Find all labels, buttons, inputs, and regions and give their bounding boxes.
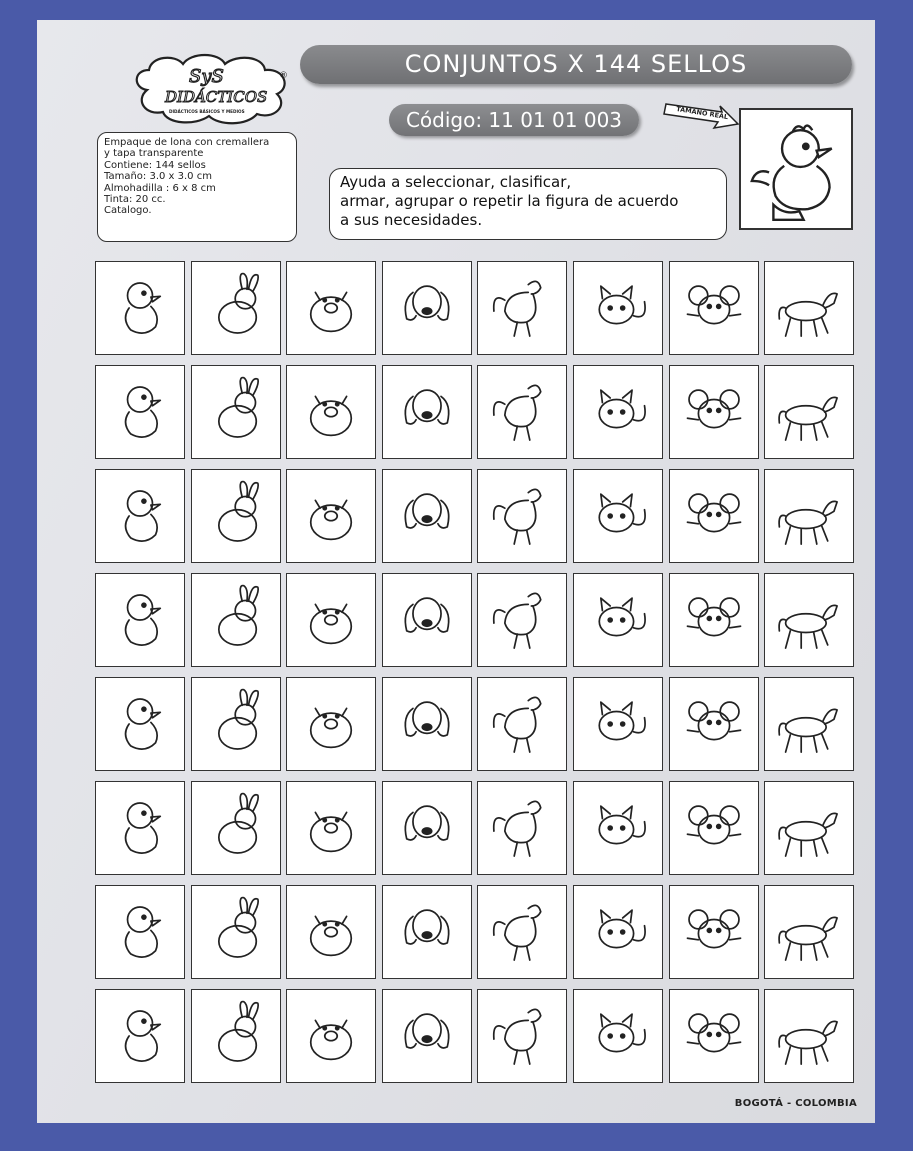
flamingo-icon (388, 683, 466, 765)
fish-icon (675, 579, 753, 661)
real-size-label: TAMAÑO REAL (675, 104, 729, 122)
product-code: Código: 11 01 01 003 (389, 104, 639, 136)
description-line: Ayuda a seleccionar, clasificar, (340, 173, 572, 191)
bird-icon (579, 683, 657, 765)
happy-boy-icon (101, 995, 179, 1077)
giraffe-stamp (477, 365, 567, 459)
squirrel-icon (388, 475, 466, 557)
pig-icon (292, 267, 370, 349)
chick-stamp (95, 261, 185, 355)
catalog-page (37, 20, 875, 1123)
turtle-stamp (286, 573, 376, 667)
logo-tagline: DIDÁCTICOS BÁSICOS Y MEDIOS (169, 109, 245, 114)
stamp-grid (95, 261, 861, 1083)
fox-icon (197, 371, 275, 453)
banana-icon (483, 787, 561, 869)
rabbit-icon (197, 267, 275, 349)
fox-stamp (191, 365, 281, 459)
karate-stamp (764, 989, 854, 1083)
ant-stamp (573, 573, 663, 667)
pineapple-stamp (382, 781, 472, 875)
dolphin-icon (101, 683, 179, 765)
corn-stamp (669, 885, 759, 979)
dolphin-stamp (95, 677, 185, 771)
hippo-icon (483, 475, 561, 557)
spec-line: y tapa transparente (104, 148, 204, 160)
octopus-icon (770, 579, 848, 661)
butterfly-icon (675, 475, 753, 557)
horse-stamp (764, 261, 854, 355)
horse-icon (770, 267, 848, 349)
spec-line: Contiene: 144 sellos (104, 159, 206, 171)
mouse-stamp (669, 261, 759, 355)
crab-icon (675, 683, 753, 765)
caterpillar-icon (197, 579, 275, 661)
ladybug-stamp (477, 573, 567, 667)
flamingo-stamp (382, 677, 472, 771)
sheep-icon (101, 371, 179, 453)
whale-icon (197, 683, 275, 765)
orange-icon (770, 787, 848, 869)
cow-stamp (669, 365, 759, 459)
dog-stamp (382, 261, 472, 355)
cherries-icon (197, 891, 275, 973)
tooth-stamp (477, 989, 567, 1083)
pear-icon (101, 891, 179, 973)
potato-stamp (382, 885, 472, 979)
elephant-icon (579, 371, 657, 453)
papaya-icon (483, 891, 561, 973)
fly-icon (388, 579, 466, 661)
real-size-sample (739, 108, 853, 230)
sys-didacticos-logo (129, 48, 299, 128)
pineapple-icon (388, 787, 466, 869)
bird-stamp (573, 677, 663, 771)
potato-icon (388, 891, 466, 973)
tiger-stamp (95, 469, 185, 563)
cow-icon (675, 371, 753, 453)
bee-icon (770, 475, 848, 557)
carrot-stamp (573, 885, 663, 979)
grapes-stamp (286, 781, 376, 875)
monkey-stamp (286, 365, 376, 459)
banana-stamp (477, 781, 567, 875)
ant-icon (579, 579, 657, 661)
penguin-icon (292, 683, 370, 765)
specs-box (97, 132, 297, 242)
bear-stamp (764, 365, 854, 459)
tortoise-stamp (95, 781, 185, 875)
clam-icon (197, 787, 275, 869)
apple-icon (292, 891, 370, 973)
tortoise-icon (101, 787, 179, 869)
tomato-icon (770, 891, 848, 973)
spec-line: Almohadilla : 6 x 8 cm (104, 182, 216, 194)
grapes-icon (292, 787, 370, 869)
strawberry-icon (675, 787, 753, 869)
clam-stamp (191, 781, 281, 875)
papaya-stamp (477, 885, 567, 979)
caterpillar-stamp (191, 573, 281, 667)
snail-icon (101, 579, 179, 661)
rooster-icon (483, 267, 561, 349)
hippo-stamp (477, 469, 567, 563)
carrot-icon (579, 891, 657, 973)
sun-icon (579, 995, 657, 1077)
logo-registered: ® (279, 71, 288, 81)
giraffe-icon (483, 371, 561, 453)
octopus-stamp (764, 573, 854, 667)
tomato-stamp (764, 885, 854, 979)
pig-stamp (286, 261, 376, 355)
description-line: armar, agrupar o repetir la figura de acuerdo (340, 192, 679, 210)
lion-stamp (191, 469, 281, 563)
fly-stamp (382, 573, 472, 667)
logo-sys: SyS (189, 66, 224, 87)
tooth-icon (483, 995, 561, 1077)
spec-line: Catalogo. (104, 205, 152, 217)
dog-icon (388, 267, 466, 349)
corn-icon (675, 891, 753, 973)
frog-stamp (764, 677, 854, 771)
spec-line: Tamaño: 3.0 x 3.0 cm (104, 171, 212, 183)
lion-icon (197, 475, 275, 557)
snake-stamp (286, 469, 376, 563)
cat-stamp (573, 261, 663, 355)
squirrel-stamp (382, 469, 472, 563)
logo-didacticos: DIDÁCTICOS (165, 88, 268, 106)
pear-stamp (95, 885, 185, 979)
boy-icon (197, 995, 275, 1077)
strawberry-stamp (669, 781, 759, 875)
turtle-icon (292, 579, 370, 661)
bee-stamp (764, 469, 854, 563)
sad-boy-icon (388, 995, 466, 1077)
bear-icon (770, 371, 848, 453)
watermelon-stamp (573, 781, 663, 875)
crab-stamp (669, 677, 759, 771)
moon-icon (675, 995, 753, 1077)
description-box (329, 168, 727, 240)
boy-stamp (191, 989, 281, 1083)
monkey-icon (292, 371, 370, 453)
description-line: a sus necesidades. (340, 211, 483, 229)
chipmunk-stamp (573, 469, 663, 563)
snail-stamp (95, 573, 185, 667)
crocodile-icon (388, 371, 466, 453)
penguin-stamp (286, 677, 376, 771)
elephant-stamp (573, 365, 663, 459)
parrot-icon (483, 683, 561, 765)
real-size-arrow (662, 98, 742, 138)
frog-icon (770, 683, 848, 765)
chick-sample-icon (741, 110, 849, 226)
sheep-stamp (95, 365, 185, 459)
page-title: CONJUNTOS X 144 SELLOS (300, 45, 852, 84)
snake-icon (292, 475, 370, 557)
whale-stamp (191, 677, 281, 771)
parrot-stamp (477, 677, 567, 771)
butterfly-stamp (669, 469, 759, 563)
ladybug-icon (483, 579, 561, 661)
spec-line: Empaque de lona con cremallera (104, 137, 270, 148)
girl-icon (292, 995, 370, 1077)
tiger-icon (101, 475, 179, 557)
spec-line: Tinta: 20 cc. (104, 194, 166, 206)
cherries-stamp (191, 885, 281, 979)
chipmunk-icon (579, 475, 657, 557)
rabbit-stamp (191, 261, 281, 355)
sad-boy-stamp (382, 989, 472, 1083)
apple-stamp (286, 885, 376, 979)
location-footer: BOGOTÁ - COLOMBIA (734, 1098, 857, 1109)
rooster-stamp (477, 261, 567, 355)
orange-stamp (764, 781, 854, 875)
mouse-icon (675, 267, 753, 349)
moon-stamp (669, 989, 759, 1083)
girl-stamp (286, 989, 376, 1083)
watermelon-icon (579, 787, 657, 869)
cat-icon (579, 267, 657, 349)
sun-stamp (573, 989, 663, 1083)
fish-stamp (669, 573, 759, 667)
happy-boy-stamp (95, 989, 185, 1083)
crocodile-stamp (382, 365, 472, 459)
chick-icon (101, 267, 179, 349)
karate-icon (770, 995, 848, 1077)
